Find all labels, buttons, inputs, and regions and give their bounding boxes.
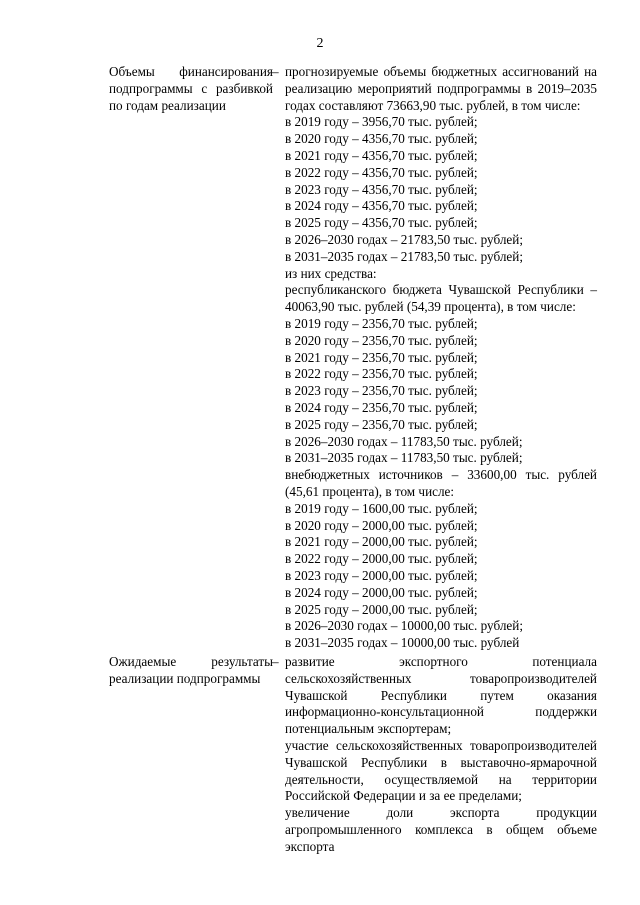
page-number: 2 xyxy=(316,36,324,51)
funding-year-line: в 2020 году – 4356,70 тыс. рублей; xyxy=(285,131,478,147)
extrabudget-funding-year-line: в 2025 году – 2000,00 тыс. рублей; xyxy=(285,601,478,617)
funding-year-line: в 2026–2030 годах – 21783,50 тыс. рублей; xyxy=(285,231,523,247)
funding-year-line: в 2024 году – 4356,70 тыс. рублей; xyxy=(285,198,478,214)
republic-funding-year-line: в 2021 году – 2356,70 тыс. рублей; xyxy=(285,349,478,365)
funding-year-line: в 2022 году – 4356,70 тыс. рублей; xyxy=(285,164,478,180)
republic-funding-year-line: в 2031–2035 годах – 11783,50 тыс. рублей; xyxy=(285,450,523,466)
republic-funding-year-line: в 2024 году – 2356,70 тыс. рублей; xyxy=(285,399,478,415)
financing-label: Объемы финансирования подпрограммы с разбивкой по годам реализации xyxy=(109,64,273,113)
extrabudget-funding-year-line: в 2026–2030 годах – 10000,00 тыс. рублей; xyxy=(285,618,523,634)
republic-budget-intro: республиканского бюджета Чувашской Республики – 40063,90 тыс. рублей (54,39 процента), в том числе: xyxy=(285,282,597,315)
republic-funding-year-line: в 2020 году – 2356,70 тыс. рублей; xyxy=(285,332,478,348)
extrabudget-lines-list xyxy=(285,501,597,652)
result-item: развитие экспортного потенциала сельскохозяйственных товаропроизводителей Чувашской Республики путем оказания информационно-консультационной поддержки потенциальным экспортерам; xyxy=(285,654,597,737)
results-content xyxy=(285,654,597,856)
extrabudget-funding-year-line: в 2020 году – 2000,00 тыс. рублей; xyxy=(285,517,478,533)
result-item: увеличение доли экспорта продукции агропромышленного комплекса в общем объеме экспорта xyxy=(285,805,597,854)
republic-lines-list xyxy=(285,316,597,467)
republic-funding-year-line: в 2026–2030 годах – 11783,50 тыс. рублей; xyxy=(285,433,523,449)
extrabudget-funding-year-line: в 2023 году – 2000,00 тыс. рублей; xyxy=(285,567,478,583)
results-label: Ожидаемые результаты реализации подпрограммы xyxy=(109,654,273,686)
financing-content xyxy=(285,64,597,652)
financing-dash: – xyxy=(272,64,279,79)
extrabudget-funding-year-line: в 2031–2035 годах – 10000,00 тыс. рублей xyxy=(285,635,520,651)
extrabudget-funding-year-line: в 2021 году – 2000,00 тыс. рублей; xyxy=(285,534,478,550)
republic-funding-year-line: в 2022 году – 2356,70 тыс. рублей; xyxy=(285,366,478,382)
republic-funding-year-line: в 2025 году – 2356,70 тыс. рублей; xyxy=(285,416,478,432)
extrabudget-funding-year-line: в 2019 году – 1600,00 тыс. рублей; xyxy=(285,500,478,516)
extrabudget-funding-year-line: в 2024 году – 2000,00 тыс. рублей; xyxy=(285,584,478,600)
result-item: участие сельскохозяйственных товаропроизводителей Чувашской Республики в выставочно-ярмарочной деятельности, осуществляемой на территории Российской Федерации и за ее пределами; xyxy=(285,737,597,804)
funding-year-line: в 2025 году – 4356,70 тыс. рублей; xyxy=(285,215,478,231)
results-dash: – xyxy=(272,654,279,669)
of-which-label: из них средства: xyxy=(285,265,377,281)
funding-year-line: в 2021 году – 4356,70 тыс. рублей; xyxy=(285,147,478,163)
republic-funding-year-line: в 2019 году – 2356,70 тыс. рублей; xyxy=(285,315,478,331)
financing-intro: прогнозируемые объемы бюджетных ассигнований на реализацию мероприятий подпрограммы в 2019–2035 годах составляют 73663,90 тыс. рублей, в том числе: xyxy=(285,64,597,113)
extrabudget-funding-year-line: в 2022 году – 2000,00 тыс. рублей; xyxy=(285,551,478,567)
republic-funding-year-line: в 2023 году – 2356,70 тыс. рублей; xyxy=(285,383,478,399)
funding-year-line: в 2019 году – 3956,70 тыс. рублей; xyxy=(285,114,478,130)
total-lines-list xyxy=(285,114,597,265)
funding-year-line: в 2031–2035 годах – 21783,50 тыс. рублей; xyxy=(285,248,523,264)
funding-year-line: в 2023 году – 4356,70 тыс. рублей; xyxy=(285,181,478,197)
extrabudget-intro: внебюджетных источников – 33600,00 тыс. рублей (45,61 процента), в том числе: xyxy=(285,467,597,499)
